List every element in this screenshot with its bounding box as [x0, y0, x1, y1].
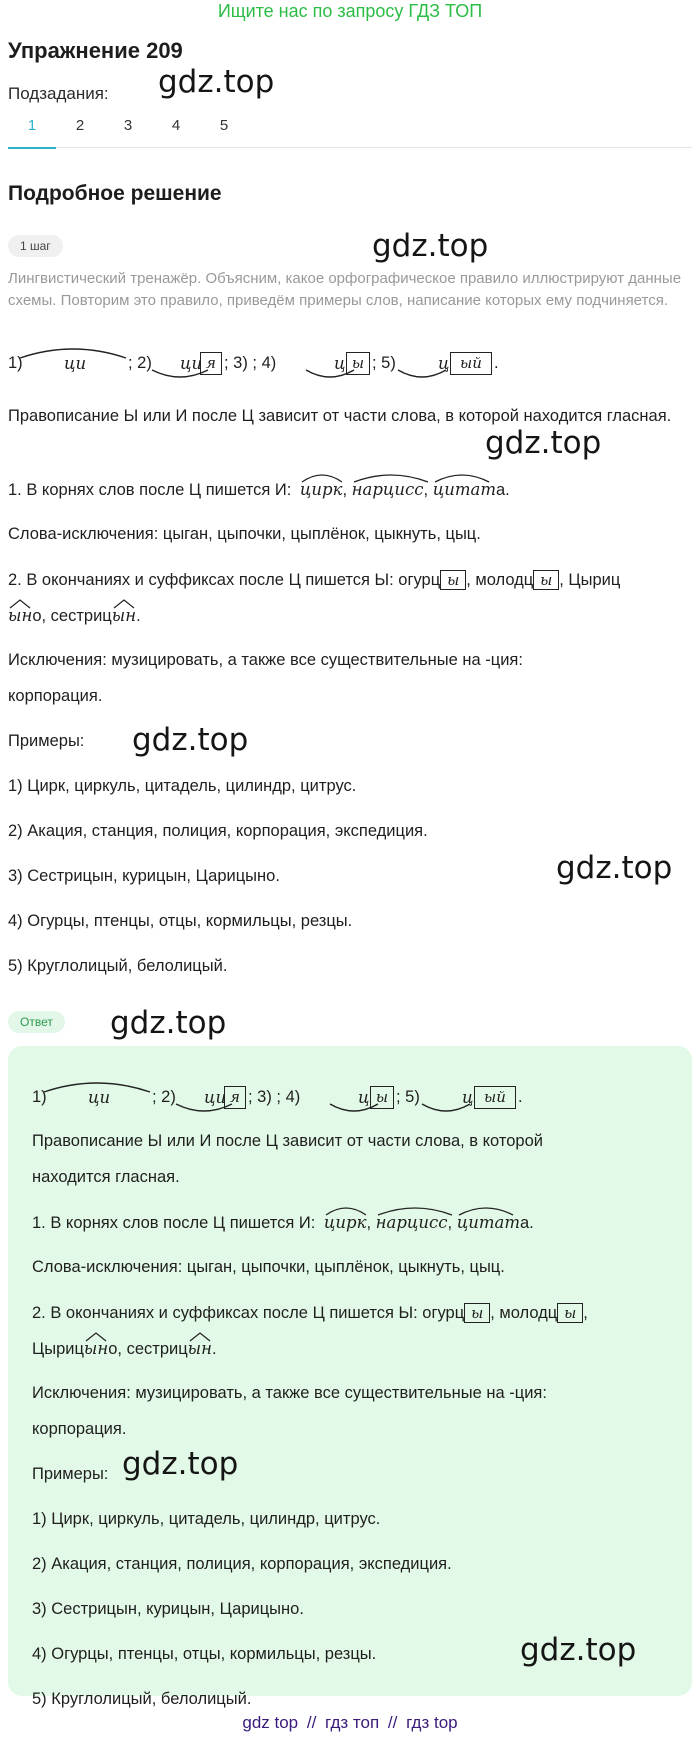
root-tail: а.	[495, 481, 510, 499]
footer-link-3[interactable]: гдз top	[406, 1713, 458, 1732]
root-word-2	[352, 480, 424, 500]
answer-card	[8, 1046, 692, 1708]
answer-scheme-label-3: ; 3) ; 4)	[248, 1088, 301, 1106]
scheme-row	[8, 342, 508, 382]
answer-suffix-1	[84, 1339, 108, 1359]
answer-suffix-1-tail: о, сестриц	[108, 1340, 188, 1358]
intro-text: Лингвистический тренажёр. Объясним, какое орфографическое правило иллюстрируют данные схемы. Повторим это правило, приведём примеры слов, написание которых ему подчиняется.	[8, 270, 682, 309]
answer-root-word-1-text: цирк	[323, 1213, 367, 1232]
step-badge: 1 шаг	[8, 235, 63, 257]
answer-exceptions-suffix-2: корпорация.	[32, 1420, 127, 1438]
answer-example-1: 1) Цирк, циркуль, цитадель, цилиндр, цитрус.	[32, 1510, 381, 1528]
suffix-2	[112, 606, 136, 626]
watermark: gdz.top	[110, 1005, 227, 1041]
answer-scheme-root-5: ц	[462, 1088, 474, 1107]
scheme-root-4: ц	[334, 354, 346, 373]
answer-roots-rule-text: 1. В корнях слов после Ц пишется И:	[32, 1214, 316, 1232]
scheme-label-3: ; 3) ; 4)	[224, 354, 277, 372]
root-word-3-text: цитат	[432, 480, 496, 499]
suffix-1-tail: о, сестриц	[32, 607, 112, 625]
root-word-3	[433, 480, 496, 500]
suffix-dot: .	[136, 607, 141, 625]
answer-exceptions-roots: Слова-исключения: цыган, цыпочки, цыплёнок, цыкнуть, цыц.	[32, 1258, 505, 1276]
tab-2[interactable]: 2	[75, 117, 85, 134]
exceptions-roots: Слова-исключения: цыган, цыпочки, цыплёнок, цыкнуть, цыц.	[8, 525, 481, 543]
ending-box-ogurc: ы	[440, 570, 466, 590]
example-5: 5) Круглолицый, белолицый.	[8, 957, 228, 975]
watermark: gdz.top	[372, 228, 489, 264]
answer-endings-rule-text: 2. В окончаниях и суффиксах после Ц пишется Ы: огурц	[32, 1304, 465, 1322]
answer-badge: Ответ	[8, 1011, 65, 1033]
search-banner[interactable]: Ищите нас по запросу ГДЗ ТОП	[217, 1, 483, 21]
answer-examples-label: Примеры:	[32, 1465, 109, 1483]
subtasks-label: Подзадания:	[8, 84, 109, 103]
answer-scheme-row	[32, 1076, 532, 1116]
watermark: gdz.top	[158, 64, 275, 100]
scheme-label-5: ; 5)	[372, 354, 396, 372]
answer-endings-rule-line: 2. В окончаниях и суффиксах после Ц пишется Ы: огурц ы , молодц ы ,	[32, 1304, 588, 1322]
endings-rule-line	[8, 570, 620, 590]
answer-root-tail: а.	[519, 1214, 534, 1232]
root-word-1	[300, 480, 343, 500]
footer-link-2[interactable]: гдз топ	[325, 1713, 380, 1732]
roots-rule-text: 1. В корнях слов после Ц пишется И:	[8, 481, 292, 499]
answer-suffix-2	[188, 1339, 212, 1359]
tab-1[interactable]: 1	[8, 110, 56, 148]
scheme-root-5: ц	[438, 354, 450, 373]
ending-box-4: ы	[346, 352, 370, 375]
scheme-dot: .	[494, 354, 499, 372]
scheme-label-2: ; 2)	[128, 354, 152, 372]
root-arc	[433, 472, 491, 484]
answer-roots-rule-line: 1. В корнях слов после Ц пишется И: цирк, нарцисс, цитата.	[32, 1213, 534, 1233]
answer-root-word-2-text: нарцисс	[375, 1213, 448, 1232]
molodc-text: , молодц	[466, 571, 534, 589]
answer-example-4: 4) Огурцы, птенцы, отцы, кормильцы, резцы.	[32, 1645, 377, 1663]
answer-suffix-line	[32, 1339, 217, 1359]
answer-suffix-2-text: ын	[187, 1339, 212, 1358]
examples-label: Примеры:	[8, 732, 85, 750]
exceptions-suffix-2: корпорация.	[8, 687, 103, 705]
root-arc	[300, 472, 344, 484]
answer-ending-box-molodc: ы	[557, 1303, 583, 1323]
suffix-arc	[84, 1332, 108, 1342]
root-word-2-text: нарцисс	[351, 480, 424, 499]
example-2: 2) Акация, станция, полиция, корпорация, экспедиция.	[8, 822, 428, 840]
answer-scheme-label-2: ; 2)	[152, 1088, 176, 1106]
suffix-arc	[8, 599, 32, 609]
suffix-1	[8, 606, 32, 626]
answer-rule-text-2: находится гласная.	[32, 1168, 180, 1186]
scheme-label-1: 1)	[8, 354, 23, 372]
answer-root-word-3-text: цитат	[456, 1213, 520, 1232]
answer-scheme-root-4: ц	[358, 1088, 370, 1107]
answer-root-word-2	[376, 1213, 448, 1233]
example-4: 4) Огурцы, птенцы, отцы, кормильцы, резцы.	[8, 912, 353, 930]
answer-ending-box-2: я	[224, 1086, 246, 1109]
ending-box-2: я	[200, 352, 222, 375]
example-1: 1) Цирк, циркуль, цитадель, цилиндр, цитрус.	[8, 777, 357, 795]
tsyric-text: , Цыриц	[559, 571, 621, 589]
subtask-tabs	[8, 110, 692, 148]
watermark: gdz.top	[520, 1632, 637, 1668]
answer-scheme-dot: .	[518, 1088, 523, 1106]
footer-link-1[interactable]: gdz top	[242, 1713, 299, 1732]
tab-4[interactable]: 4	[171, 117, 181, 134]
endings-rule-text: 2. В окончаниях и суффиксах после Ц пишется Ы: огурц	[8, 571, 441, 589]
watermark: gdz.top	[122, 1446, 239, 1482]
answer-scheme-label-5: ; 5)	[396, 1088, 420, 1106]
answer-ending-box-5: ый	[474, 1086, 516, 1109]
footer-separator: //	[387, 1713, 398, 1732]
answer-ending-box-ogurc: ы	[464, 1303, 490, 1323]
tab-3[interactable]: 3	[123, 117, 133, 134]
roots-rule-line: 1. В корнях слов после Ц пишется И: цирк, нарцисс, цитата.	[8, 480, 510, 508]
answer-example-2: 2) Акация, станция, полиция, корпорация, экспедиция.	[32, 1555, 452, 1573]
suffix-arc	[188, 1332, 212, 1342]
watermark: gdz.top	[132, 722, 249, 758]
suffix-line	[8, 606, 141, 626]
root-arc	[352, 472, 430, 484]
root-word-1-text: цирк	[299, 480, 343, 499]
answer-scheme-root-2: ци	[204, 1088, 227, 1107]
answer-example-5: 5) Круглолицый, белолицый.	[32, 1690, 252, 1708]
root-arc	[457, 1205, 515, 1217]
answer-ending-box-4: ы	[370, 1086, 394, 1109]
answer-exceptions-suffix-1: Исключения: музицировать, а также все существительные на -ция:	[32, 1384, 547, 1402]
answer-suffix-dot: .	[211, 1340, 217, 1358]
example-3: 3) Сестрицын, курицын, Царицыно.	[8, 867, 280, 885]
answer-suffix-1-text: ын	[83, 1339, 109, 1358]
suffix-1-text: ын	[8, 606, 33, 625]
answer-root-word-3	[457, 1213, 520, 1233]
page-title: Упражнение 209	[8, 38, 183, 63]
footer-separator: //	[306, 1713, 317, 1732]
answer-scheme-root-1: ци	[88, 1088, 111, 1107]
answer-tsyric-text: Цыриц	[32, 1340, 84, 1358]
ending-box-5: ый	[450, 352, 492, 375]
answer-root-word-1	[324, 1213, 367, 1233]
answer-molodc-text: , молодц	[490, 1304, 558, 1322]
answer-example-3: 3) Сестрицын, курицын, Царицыно.	[32, 1600, 304, 1618]
ending-box-molodc: ы	[533, 570, 559, 590]
exceptions-suffix-1: Исключения: музицировать, а также все существительные на -ция:	[8, 651, 523, 669]
scheme-root-1: ци	[64, 354, 87, 373]
root-arc	[376, 1205, 454, 1217]
answer-scheme-label-1: 1)	[32, 1088, 47, 1106]
footer-links	[0, 1713, 700, 1733]
suffix-arc	[112, 599, 136, 609]
watermark: gdz.top	[556, 850, 673, 886]
tab-5[interactable]: 5	[219, 117, 229, 134]
watermark: gdz.top	[485, 425, 602, 461]
root-arc	[324, 1205, 368, 1217]
suffix-2-text: ын	[111, 606, 137, 625]
answer-rule-text-1: Правописание Ы или И после Ц зависит от части слова, в которой	[32, 1132, 543, 1150]
rule-text: Правописание Ы или И после Ц зависит от части слова, в которой находится гласная.	[8, 407, 672, 425]
scheme-root-2: ци	[180, 354, 203, 373]
solution-title: Подробное решение	[8, 182, 222, 205]
